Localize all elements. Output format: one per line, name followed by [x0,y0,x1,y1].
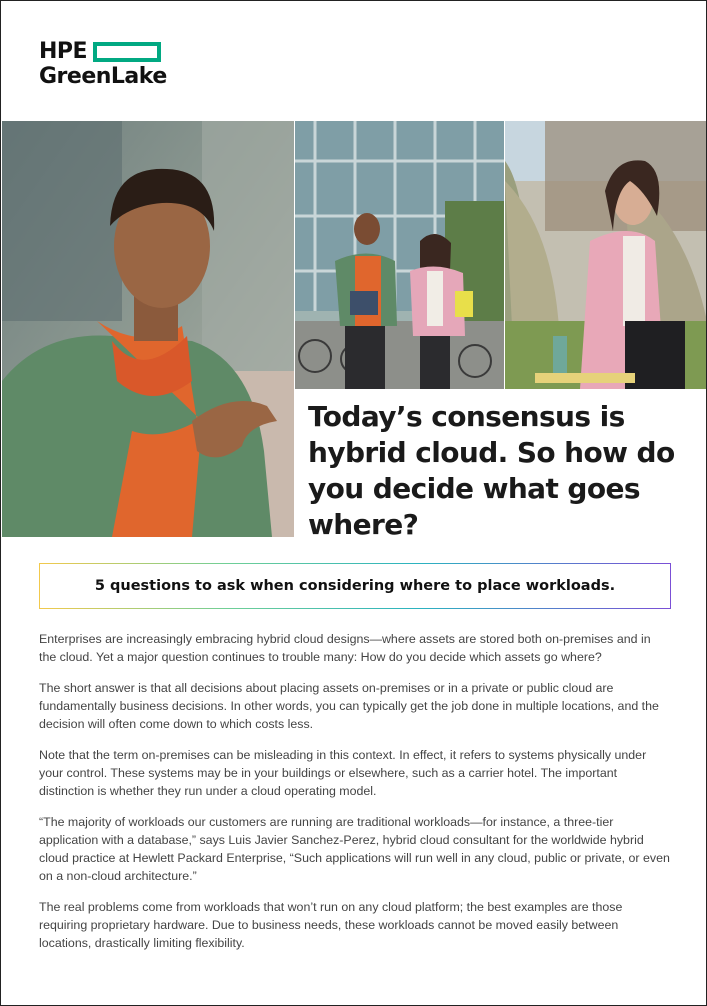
logo-top-row [39,41,167,63]
paragraph-3: Note that the term on-premises can be misleading in this context. In effect, it refers to systems physically under your control. These systems may be in your buildings or elsewhere, such as a carrier hotel. The important distinction is whether they run under a cloud operating model. [39,748,647,798]
photo-people-walking [295,121,504,389]
paragraph-2: The short answer is that all decisions about placing assets on-premises or in a private or public cloud are fundamentally business decisions. In other words, you can typically get the job done in multiple locations, and the decision will often come down to which costs less. [39,681,659,731]
photo-woman-sitting [505,121,707,389]
page-headline: Today’s consensus is hybrid cloud. So how do you decide what goes where? [308,400,675,541]
paragraph-4: “The majority of workloads our customers are running are traditional workloads—for instance, a three-tier application with a database,” says Luis Javier Sanchez-Perez, hybrid cloud consultant for the worldwide hybrid cloud practice at Hewlett Packard Enterprise, “Such applications will run well in any cloud, public or private, or even on a non-cloud architecture.” [39,815,670,883]
paragraph-1: Enterprises are increasingly embracing hybrid cloud designs—where assets are stored both on-premises and in the cloud. Yet a major question continues to trouble many: How do you decide which assets go where? [39,632,651,664]
hpe-greenlake-logo [39,41,167,91]
subtitle-text: 5 questions to ask when considering where to place workloads. [94,578,616,594]
logo-green-bar-icon [93,42,161,62]
photo-man-talking [2,121,294,537]
logo-greenlake-text: GreenLake [39,64,167,89]
logo-hpe-text: HPE [39,39,88,64]
paragraph-5: The real problems come from workloads that won’t run on any cloud platform; the best examples are those requiring proprietary hardware. Due to business needs, these workloads cannot be moved easily between locations, drastically limiting flexibility. [39,900,623,950]
subtitle-box [39,563,671,609]
body-text [39,630,671,965]
